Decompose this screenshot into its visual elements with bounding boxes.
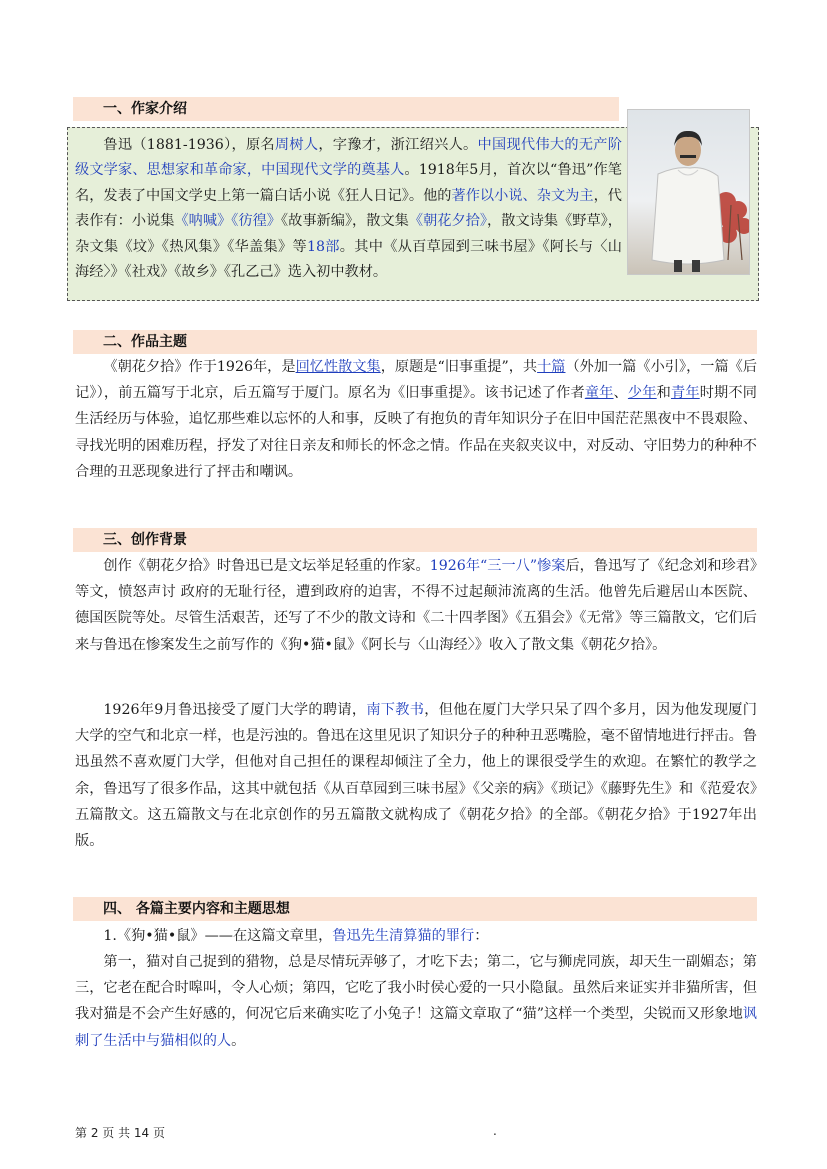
footer-center-mark: . (493, 1124, 497, 1138)
section-heading-theme: 二、作品主题 (73, 330, 757, 354)
author-intro-text: 鲁迅（1881-1936），原名周树人，字豫才，浙江绍兴人。中国现代伟大的无产阶级文学家、思想家和革命家，中国现代文学的奠基人。1918年5月，首次以“鲁迅”作笔名，发表了中国文学史上第一篇白话小说《狂人日记》。他的著作以小说、杂文为主，代表作有：小说集《呐喊》《彷徨》《故事新编》，散文集《朝花夕拾》，散文诗集《野草》，杂文集《坟》《热风集》《华盖集》等18部。其中《从百草园到三味书屋》《阿长与〈山海经〉》《社戏》《故乡》《孔乙己》选入初中教材。 (75, 137, 622, 281)
page-number: 第 2 页 共 14 页 (75, 1126, 165, 1140)
works-item-1-detail: 第一，猫对自己捉到的猎物，总是尽情玩弄够了，才吃下去；第二，它与狮虎同族，却天生一副媚态；第三，它老在配合时嗥叫，令人心烦；第四，它吃了我小时侯心爱的一只小隐鼠。虽然后来证实并非猫所害，但我对猫是不会产生好感的，何况它后来确实吃了小兔子！这篇文章取了“猫”这样一个类型，尖锐而又形象地讽刺了生活中与猫相似的人。 (75, 954, 757, 1049)
section-heading-background: 三、创作背景 (73, 528, 757, 552)
section-heading-author: 一、作家介绍 (73, 97, 619, 121)
works-item-1: 1.《狗•猫•鼠》——在这篇文章里，鲁迅先生清算猫的罪行： (103, 928, 489, 944)
author-portrait-image (627, 109, 750, 275)
section-heading-works: 四、 各篇主要内容和主题思想 (73, 897, 757, 921)
theme-paragraph: 《朝花夕拾》作于1926年，是回忆性散文集，原题是“旧事重提”，共十篇（外加一篇《小引》，一篇《后记》），前五篇写于北京，后五篇写于厦门。原名为《旧事重提》。该书记述了作者童年、少年和青年时期不同生活经历与体验，追忆那些难以忘怀的人和事，反映了有抱负的青年知识分子在旧中国茫茫黑夜中不畏艰险、寻找光明的困难历程，抒发了对往日亲友和师长的怀念之情。作品在夹叙夹议中，对反动、守旧势力的种种不合理的丑恶现象进行了抨击和嘲讽。 (75, 359, 758, 480)
background-paragraph-2: 1926年9月鲁迅接受了厦门大学的聘请，南下教书，但他在厦门大学只呆了四个多月，因为他发现厦门大学的空气和北京一样，也是污浊的。鲁迅在这里见识了知识分子的种种丑恶嘴脸，毫不留情地进行抨击。鲁迅虽然不喜欢厦门大学，但他对自己担任的课程却倾注了全力，他上的课很受学生的欢迎。在繁忙的教学之余，鲁迅写了很多作品，这其中就包括《从百草园到三味书屋》《父亲的病》《琐记》《藤野先生》和《范爱农》五篇散文。这五篇散文与在北京创作的另五篇散文就构成了《朝花夕拾》的全部。《朝花夕拾》于1927年出版。 (75, 702, 757, 850)
background-paragraph-1: 创作《朝花夕拾》时鲁迅已是文坛举足轻重的作家。1926年“三一八”惨案后，鲁迅写了《纪念刘和珍君》等文，愤怒声讨 政府的无耻行径，遭到政府的迫害，不得不过起颠沛流离的生活。他曾先后避居山本医院、德国医院等处。尽管生活艰苦，还写了不少的散文诗和《二十四孝图》《五猖会》《无常》等三篇散文，它们后来与鲁迅在惨案发生之前写作的《狗•猫•鼠》《阿长与〈山海经〉》收入了散文集《朝花夕拾》。 (75, 558, 757, 653)
